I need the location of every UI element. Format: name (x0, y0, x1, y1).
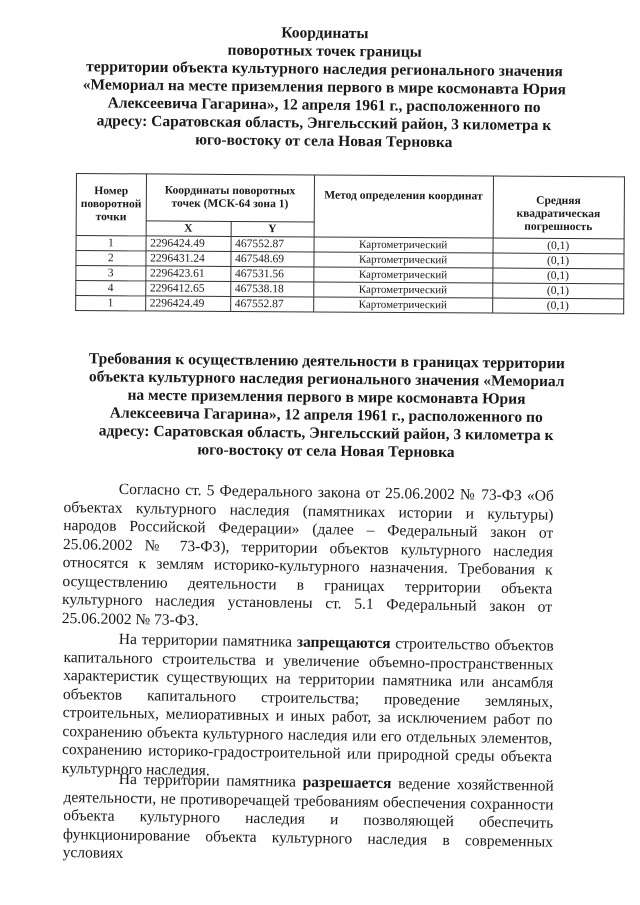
point-number: 1 (76, 236, 146, 251)
title-line: на месте приземления первого в мире космонавта Юрия (127, 386, 526, 408)
method-value: Картометрический (314, 252, 493, 268)
x-value: 2296431.24 (146, 251, 231, 267)
title-line: Алексеевича Гагарина», 12 апреля 1961 г., расположенного по (107, 94, 541, 117)
y-value: 467531.56 (230, 266, 313, 282)
document-title (59, 22, 590, 154)
title-line: «Мемориал на месте приземления первого в мире космонавта Юрия (82, 76, 567, 99)
x-value: 2296424.49 (146, 236, 231, 252)
paragraph-prohibited (62, 630, 554, 786)
title-line: адресу: Саратовская область, Энгельсский район, 3 километра к (96, 112, 552, 135)
title-line: Координаты (281, 24, 369, 43)
paragraph-text: Согласно ст. 5 Федерального закона от 25.06.2002 № 73-ФЗ «Об объектах культурного наследия (памятниках истории и культуры) народов Российской Федерации» (далее – Федеральный закон от 25.06.2002 № 73-ФЗ), территории объектов культурного наследия относятся к землям историко-культурного назначения. Требования к осуществлению деятельности в границах территории объекта культурного наследия установлены ст. 5.1 Федеральный закон от 25.06.2002 № 73-ФЗ. (61, 480, 554, 629)
paragraph-text: На территории памятника (118, 770, 303, 791)
title-line: юго-востоку от села Новая Терновка (195, 131, 453, 152)
allowed-keyword: разрешается (302, 773, 392, 793)
x-value: 2296423.61 (145, 266, 230, 282)
paragraph-text: На территории памятника (118, 630, 297, 651)
point-number: 4 (76, 281, 146, 296)
error-value: (0,1) (493, 253, 624, 269)
title-line: Алексеевича Гагарина», 12 апреля 1961 г., расположенного по (109, 404, 543, 427)
title-line: поворотных точек границы (227, 41, 422, 61)
method-value: Картометрический (313, 282, 492, 298)
title-line: объекта культурного наследия регионального значения «Мемориал (88, 368, 565, 391)
point-number: 3 (76, 266, 146, 281)
title-line: территории объекта культурного наследия регионального значения (86, 58, 563, 81)
header-y: Y (231, 221, 314, 237)
header-method: Метод определения координат (314, 175, 493, 238)
prohibited-keyword: запрещаются (296, 633, 391, 653)
table-row (76, 296, 624, 314)
x-value: 2296424.49 (145, 296, 230, 312)
title-line: Требования к осуществлению деятельности в границах территории (88, 350, 565, 373)
y-value: 467548.69 (231, 251, 314, 267)
header-number: Номер поворотной точки (76, 174, 146, 236)
coordinates-table (75, 173, 624, 314)
x-value: 2296412.65 (145, 281, 230, 297)
point-number: 1 (76, 296, 146, 311)
error-value: (0,1) (492, 298, 623, 314)
error-value: (0,1) (492, 268, 623, 284)
error-value: (0,1) (492, 283, 623, 299)
paragraph-text: ведение хозяйственной деятельности, не противоречащей требованиям обеспечения сохранности объекта культурного наследия и позволяющей обеспечить функционирование объекта культурного наследия в современных условиях (62, 775, 554, 862)
header-error: Средняя квадратическая погрешность (493, 176, 624, 239)
method-value: Картометрический (313, 297, 492, 313)
method-value: Картометрический (313, 267, 492, 283)
header-x: X (146, 221, 231, 237)
title-line: юго-востоку от села Новая Терновка (197, 441, 455, 462)
point-number: 2 (76, 251, 146, 266)
y-value: 467538.18 (230, 281, 313, 297)
title-line: адресу: Саратовская область, Энгельсский район, 3 километра к (98, 422, 554, 445)
y-value: 467552.87 (231, 236, 314, 252)
paragraph-allowed (63, 770, 554, 870)
paragraph-text: строительство объектов капитального строительства и увеличение объемно-пространственных характеристик существующих на территории памятника или ансамбля объектов капитального строительства; проведение земляных, строительных, мелиоративных и иных работ, за исключением работ по сохранению объекта культурного наследия или его отдельных элементов, сохранению историко-градостроительной или природной среды объекта культурного наследия. (61, 635, 554, 779)
paragraph-law (62, 480, 554, 636)
header-coords: Координаты поворотных точек (МСК-64 зона 1) (146, 174, 314, 222)
y-value: 467552.87 (230, 296, 313, 312)
requirements-title (61, 350, 592, 464)
method-value: Картометрический (314, 237, 493, 253)
error-value: (0,1) (493, 238, 624, 254)
